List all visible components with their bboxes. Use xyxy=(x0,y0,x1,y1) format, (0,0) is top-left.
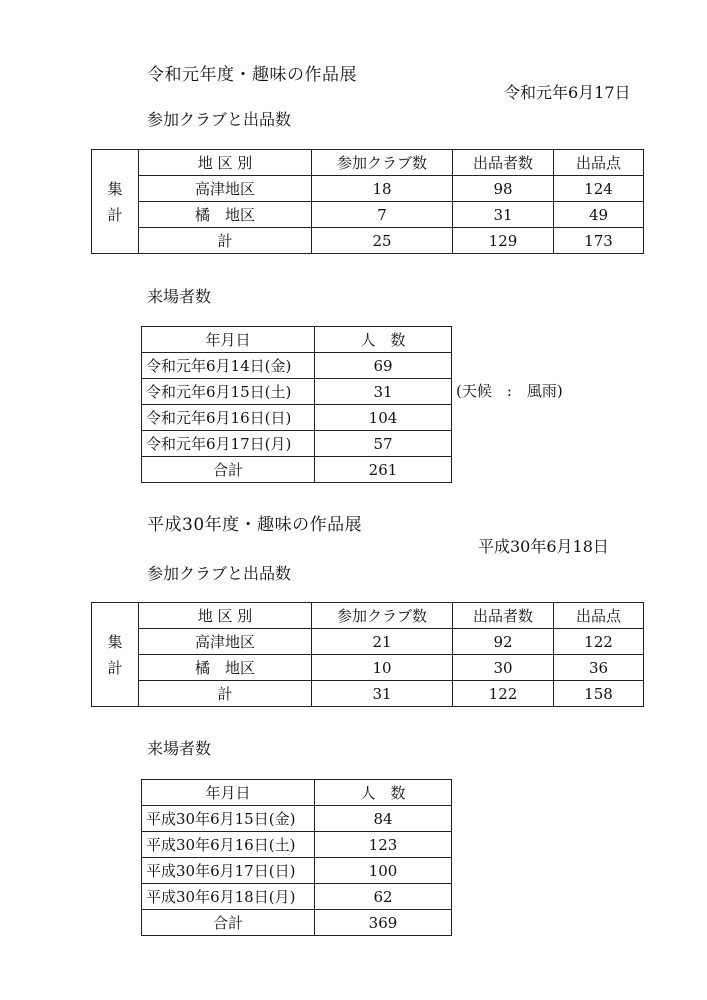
group-label-char: 集 xyxy=(107,632,123,651)
table-row xyxy=(92,655,644,681)
header-cell: 人 数 xyxy=(315,780,452,806)
group-label-cell xyxy=(92,150,139,254)
table-row xyxy=(142,806,452,832)
section1-visitors-heading: 来場者数 xyxy=(147,287,212,306)
section1-clubs-table xyxy=(91,149,644,254)
cell: 橘 地区 xyxy=(139,202,312,228)
table-row xyxy=(142,832,452,858)
section2-date: 平成30年6月18日 xyxy=(478,537,609,556)
cell: 21 xyxy=(312,629,453,655)
header-cell: 参加クラブ数 xyxy=(312,150,453,176)
section2-clubs-table xyxy=(91,602,644,707)
table-row xyxy=(92,202,644,228)
group-label-char: 計 xyxy=(107,205,123,224)
table-row xyxy=(142,379,452,405)
cell: 31 xyxy=(315,379,452,405)
group-label-cell xyxy=(92,603,139,707)
cell: 261 xyxy=(315,457,452,483)
table-row xyxy=(92,228,644,254)
cell: 平成30年6月16日(土) xyxy=(142,832,315,858)
table-row xyxy=(142,457,452,483)
cell: 高津地区 xyxy=(139,176,312,202)
cell: 98 xyxy=(453,176,554,202)
cell: 122 xyxy=(554,629,644,655)
table-header-row xyxy=(142,780,452,806)
weather-note: (天候 : 風雨) xyxy=(456,382,563,400)
cell: 369 xyxy=(315,910,452,936)
cell: 令和元年6月15日(土) xyxy=(142,379,315,405)
table-row xyxy=(92,629,644,655)
cell: 122 xyxy=(453,681,554,707)
table-row xyxy=(142,884,452,910)
header-cell: 地 区 別 xyxy=(139,603,312,629)
cell: 49 xyxy=(554,202,644,228)
header-cell: 参加クラブ数 xyxy=(312,603,453,629)
header-cell: 年月日 xyxy=(142,327,315,353)
cell: 69 xyxy=(315,353,452,379)
group-label-char: 計 xyxy=(107,658,123,677)
table-row xyxy=(142,910,452,936)
table-row xyxy=(142,353,452,379)
cell: 計 xyxy=(139,228,312,254)
section2-title: 平成30年度・趣味の作品展 xyxy=(147,515,363,535)
cell: 令和元年6月14日(金) xyxy=(142,353,315,379)
table-header-row xyxy=(92,150,644,176)
cell: 合計 xyxy=(142,910,315,936)
cell: 令和元年6月16日(日) xyxy=(142,405,315,431)
section1-visitors-table xyxy=(141,326,452,483)
table-row xyxy=(92,176,644,202)
cell: 計 xyxy=(139,681,312,707)
cell: 平成30年6月18日(月) xyxy=(142,884,315,910)
cell: 158 xyxy=(554,681,644,707)
cell: 25 xyxy=(312,228,453,254)
header-cell: 出品者数 xyxy=(453,603,554,629)
cell: 30 xyxy=(453,655,554,681)
cell: 57 xyxy=(315,431,452,457)
header-cell: 年月日 xyxy=(142,780,315,806)
table-row xyxy=(142,858,452,884)
cell: 10 xyxy=(312,655,453,681)
cell: 62 xyxy=(315,884,452,910)
section2-visitors-heading: 来場者数 xyxy=(147,739,212,758)
cell: 平成30年6月17日(日) xyxy=(142,858,315,884)
cell: 36 xyxy=(554,655,644,681)
cell: 173 xyxy=(554,228,644,254)
section2-visitors-table xyxy=(141,779,452,936)
header-cell: 出品点 xyxy=(554,150,644,176)
cell: 31 xyxy=(312,681,453,707)
cell: 129 xyxy=(453,228,554,254)
cell: 7 xyxy=(312,202,453,228)
table-header-row xyxy=(92,603,644,629)
header-cell: 地 区 別 xyxy=(139,150,312,176)
cell: 84 xyxy=(315,806,452,832)
table-row xyxy=(142,405,452,431)
group-label-char: 集 xyxy=(107,179,123,198)
header-cell: 人 数 xyxy=(315,327,452,353)
cell: 合計 xyxy=(142,457,315,483)
cell: 92 xyxy=(453,629,554,655)
cell: 31 xyxy=(453,202,554,228)
cell: 104 xyxy=(315,405,452,431)
table-header-row xyxy=(142,327,452,353)
section1-clubs-heading: 参加クラブと出品数 xyxy=(147,110,292,129)
cell: 令和元年6月17日(月) xyxy=(142,431,315,457)
cell: 高津地区 xyxy=(139,629,312,655)
section1-title: 令和元年度・趣味の作品展 xyxy=(147,65,357,85)
cell: 123 xyxy=(315,832,452,858)
section2-clubs-heading: 参加クラブと出品数 xyxy=(147,564,292,583)
cell: 124 xyxy=(554,176,644,202)
header-cell: 出品者数 xyxy=(453,150,554,176)
table-row xyxy=(142,431,452,457)
cell: 18 xyxy=(312,176,453,202)
cell: 橘 地区 xyxy=(139,655,312,681)
table-row xyxy=(92,681,644,707)
header-cell: 出品点 xyxy=(554,603,644,629)
section1-date: 令和元年6月17日 xyxy=(504,83,631,102)
cell: 平成30年6月15日(金) xyxy=(142,806,315,832)
cell: 100 xyxy=(315,858,452,884)
